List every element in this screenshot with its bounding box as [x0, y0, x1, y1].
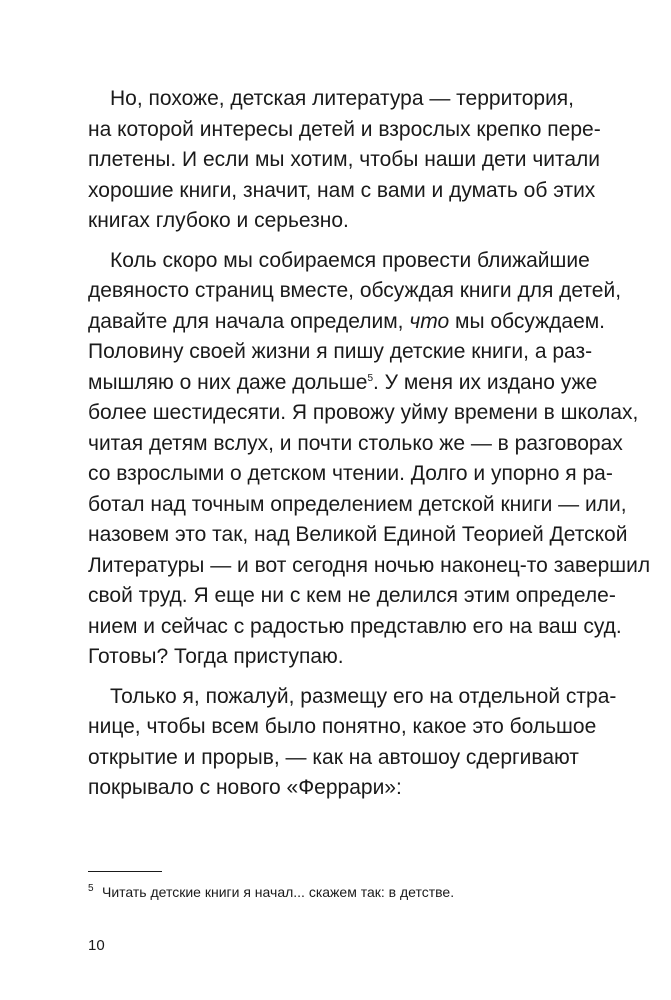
text-line	[88, 368, 598, 399]
paragraph	[88, 246, 651, 673]
text-line: читая детям вслух, и почти столько же — в разговорах	[88, 431, 623, 455]
text-line: свой труд. Я еще ни с кем не делился этим определе-	[88, 584, 616, 607]
text-line: со взрослыми о детском чтении. Долго и упорно я ра-	[88, 462, 613, 485]
text-line: Но, похоже, детская литература — территория,	[110, 87, 574, 110]
text-line: Коль скоро мы собираемся провести ближайшие	[110, 248, 590, 272]
paragraph	[88, 84, 601, 237]
footnote-marker[interactable]: 5	[367, 372, 374, 384]
text-line: книгах глубоко и серьезно.	[88, 209, 349, 232]
text-line: нице, чтобы всем было понятно, какое это большое	[88, 715, 597, 738]
text-segment: мы обсуждаем.	[455, 309, 606, 333]
footnote: $^5$ Читать детские книги я начал... скажем так: в детстве.	[88, 883, 455, 900]
page-number: 10	[88, 937, 105, 954]
paragraph	[88, 682, 617, 804]
text-line	[88, 307, 606, 338]
text-line: назовем это так, над Великой Единой Теорией Детской	[88, 523, 628, 546]
text-line: более шестидесяти. Я провожу уйму времени в школах,	[88, 401, 639, 424]
text-segment: . У меня их издано уже	[373, 370, 598, 394]
text-line: ботал над точным определением детской книги — или,	[88, 492, 627, 516]
text-line: Готовы? Тогда приступаю.	[88, 645, 344, 668]
text-line: Половину своей жизни я пишу детские книги, а раз-	[88, 340, 593, 363]
emphasis: что	[409, 309, 450, 333]
text-line: Литературы — и вот сегодня ночью наконец-то завершил	[88, 553, 651, 577]
text-line: покрывало с нового «Феррари»:	[88, 776, 402, 799]
text-line: хорошие книги, значит, нам с вами и думать об этих	[88, 178, 596, 202]
text-line: Только я, пожалуй, размещу его на отдельной стра-	[110, 684, 617, 708]
text-segment: давайте для начала определим,	[88, 309, 404, 333]
text-line: открытие и прорыв, — как на автошоу сдергивают	[88, 745, 579, 769]
footnote-text: Читать детские книги я начал... скажем так: в детстве.	[102, 884, 455, 900]
page-body	[88, 84, 651, 804]
text-line: на которой интересы детей и взрослых крепко пере-	[88, 117, 601, 141]
footnote-divider	[88, 871, 162, 872]
text-segment: мышляю о них даже дольше	[88, 370, 368, 394]
text-line: плетены. И если мы хотим, чтобы наши дети читали	[88, 148, 601, 171]
text-line: девяносто страниц вместе, обсуждая книги для детей,	[88, 279, 622, 302]
text-line: нием и сейчас с радостью представлю его на ваш суд.	[88, 614, 622, 638]
